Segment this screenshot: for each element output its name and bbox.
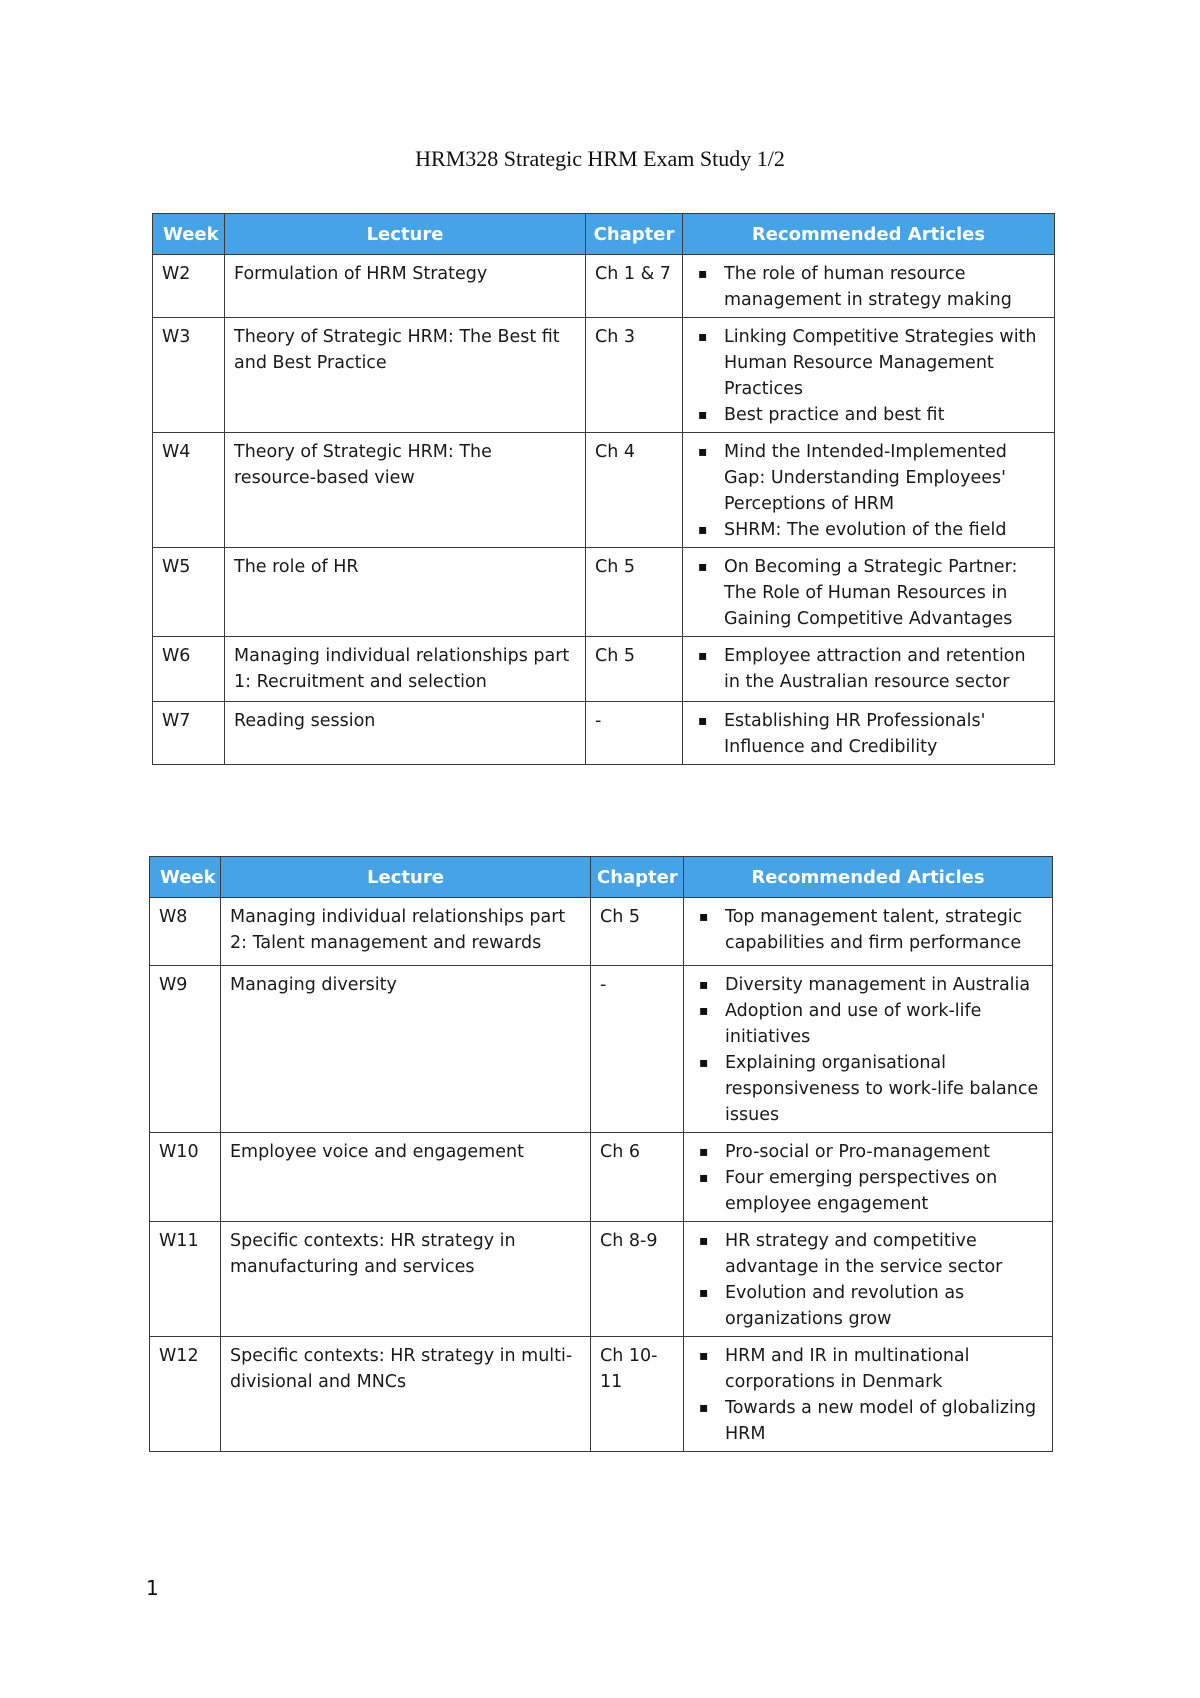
lecture-cell: Managing individual relationships part 1: Recruitment and selection	[225, 637, 586, 702]
chapter-cell: Ch 5	[591, 898, 684, 966]
week-cell: W12	[150, 1337, 221, 1452]
chapter-cell: Ch 5	[586, 637, 683, 702]
study-table-weeks-2-7	[152, 213, 1055, 765]
table-row	[150, 1133, 1053, 1222]
article-item: ▪ Top management talent, strategic capabilities and firm performance	[693, 904, 1044, 956]
week-cell: W11	[150, 1222, 221, 1337]
articles-list	[692, 643, 1046, 695]
articles-cell	[684, 1222, 1053, 1337]
articles-list	[693, 972, 1044, 1128]
articles-cell	[683, 702, 1055, 765]
table-row	[153, 255, 1055, 318]
table-row	[150, 966, 1053, 1133]
lecture-cell: Managing diversity	[221, 966, 591, 1133]
table-row	[153, 548, 1055, 637]
article-item: ▪ Explaining organisational responsiveness to work-life balance issues	[693, 1050, 1044, 1128]
article-item: ▪ Best practice and best fit	[692, 402, 1046, 428]
chapter-header: Chapter	[591, 857, 684, 898]
article-item: ▪ SHRM: The evolution of the field	[692, 517, 1046, 543]
document-title: HRM328 Strategic HRM Exam Study 1/2	[415, 146, 785, 171]
article-item: ▪ On Becoming a Strategic Partner: The Role of Human Resources in Gaining Competitive Advantages	[692, 554, 1046, 632]
articles-list	[692, 324, 1046, 428]
article-item: ▪ The role of human resource management in strategy making	[692, 261, 1046, 313]
article-item: ▪ Four emerging perspectives on employee engagement	[693, 1165, 1044, 1217]
articles-header: Recommended Articles	[684, 857, 1053, 898]
articles-list	[692, 708, 1046, 760]
week-cell: W8	[150, 898, 221, 966]
lecture-cell: Employee voice and engagement	[221, 1133, 591, 1222]
chapter-cell: Ch 10-11	[591, 1337, 684, 1452]
lecture-header: Lecture	[225, 214, 586, 255]
chapter-header: Chapter	[586, 214, 683, 255]
week-cell: W4	[153, 433, 225, 548]
chapter-cell: -	[586, 702, 683, 765]
lecture-cell: The role of HR	[225, 548, 586, 637]
lecture-cell: Reading session	[225, 702, 586, 765]
chapter-cell: Ch 1 & 7	[586, 255, 683, 318]
articles-cell	[684, 898, 1053, 966]
articles-list	[693, 1343, 1044, 1447]
articles-cell	[684, 966, 1053, 1133]
table-row	[153, 318, 1055, 433]
lecture-header: Lecture	[221, 857, 591, 898]
article-item: ▪ HR strategy and competitive advantage in the service sector	[693, 1228, 1044, 1280]
week-cell: W7	[153, 702, 225, 765]
week-header: Week	[150, 857, 221, 898]
lecture-cell: Managing individual relationships part 2: Talent management and rewards	[221, 898, 591, 966]
table-row	[150, 1337, 1053, 1452]
week-cell: W5	[153, 548, 225, 637]
article-item: ▪ Pro-social or Pro-management	[693, 1139, 1044, 1165]
lecture-cell: Theory of Strategic HRM: The Best fit and Best Practice	[225, 318, 586, 433]
week-header: Week	[153, 214, 225, 255]
week-cell: W3	[153, 318, 225, 433]
chapter-cell: Ch 4	[586, 433, 683, 548]
table-row	[153, 637, 1055, 702]
articles-list	[692, 439, 1046, 543]
article-item: ▪ Linking Competitive Strategies with Human Resource Management Practices	[692, 324, 1046, 402]
lecture-cell: Specific contexts: HR strategy in manufacturing and services	[221, 1222, 591, 1337]
chapter-cell: Ch 6	[591, 1133, 684, 1222]
articles-list	[692, 554, 1046, 632]
lecture-cell: Theory of Strategic HRM: The resource-based view	[225, 433, 586, 548]
article-item: ▪ Towards a new model of globalizing HRM	[693, 1395, 1044, 1447]
study-table-weeks-8-12	[149, 856, 1053, 1452]
table-row	[150, 1222, 1053, 1337]
articles-cell	[683, 637, 1055, 702]
week-cell: W9	[150, 966, 221, 1133]
article-item: ▪ Mind the Intended-Implemented Gap: Understanding Employees' Perceptions of HRM	[692, 439, 1046, 517]
articles-list	[692, 261, 1046, 313]
articles-cell	[683, 548, 1055, 637]
table-row	[153, 433, 1055, 548]
week-cell: W2	[153, 255, 225, 318]
table-header-row	[150, 857, 1053, 898]
week-cell: W10	[150, 1133, 221, 1222]
articles-list	[693, 904, 1044, 956]
articles-list	[693, 1139, 1044, 1217]
chapter-cell: Ch 8-9	[591, 1222, 684, 1337]
chapter-cell: -	[591, 966, 684, 1133]
week-cell: W6	[153, 637, 225, 702]
article-item: ▪ Diversity management in Australia	[693, 972, 1044, 998]
articles-cell	[683, 255, 1055, 318]
articles-cell	[684, 1337, 1053, 1452]
article-item: ▪ HRM and IR in multinational corporations in Denmark	[693, 1343, 1044, 1395]
lecture-cell: Specific contexts: HR strategy in multi-divisional and MNCs	[221, 1337, 591, 1452]
articles-list	[693, 1228, 1044, 1332]
table-row	[153, 702, 1055, 765]
articles-header: Recommended Articles	[683, 214, 1055, 255]
articles-cell	[684, 1133, 1053, 1222]
page-number: 1	[146, 1576, 159, 1600]
table-row	[150, 898, 1053, 966]
table-header-row	[153, 214, 1055, 255]
article-item: ▪ Evolution and revolution as organizations grow	[693, 1280, 1044, 1332]
chapter-cell: Ch 5	[586, 548, 683, 637]
lecture-cell: Formulation of HRM Strategy	[225, 255, 586, 318]
articles-cell	[683, 433, 1055, 548]
articles-cell	[683, 318, 1055, 433]
article-item: ▪ Establishing HR Professionals' Influence and Credibility	[692, 708, 1046, 760]
article-item: ▪ Adoption and use of work-life initiatives	[693, 998, 1044, 1050]
article-item: ▪ Employee attraction and retention in the Australian resource sector	[692, 643, 1046, 695]
chapter-cell: Ch 3	[586, 318, 683, 433]
